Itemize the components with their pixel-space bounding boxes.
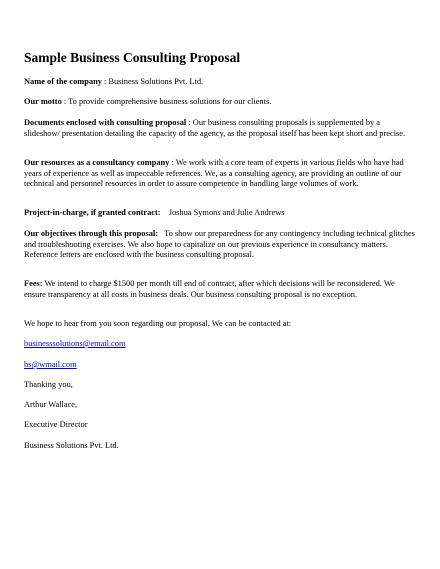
email-link-1[interactable]: businesssolutions@email.com [24,339,126,348]
fees-value: We intend to charge $1500 per month till end of contract, after which decisions will be reconsidered. We ensure transparency at all costs in business deals. Our business consulting proposal is no exception. [24,279,395,299]
project-value: Joshua Symons and Julie Andrews [168,208,285,217]
fees-label: Fees: [24,279,43,288]
documents-value: : Our business consulting proposals is supplemented by a slideshow/ presentation detailing the capacity of the agency, as the proposal itself has been kept short and precise. [24,118,406,138]
signature-name: Arthur Wallace, [24,400,78,409]
objectives-paragraph [24,229,416,261]
documents-label: Documents enclosed with consulting proposal [24,118,187,127]
resources-value: : We work with a core team of experts in various fields who have had years of experience as well as impeccable references. We, as a consulting agency, are providing an outline of our technical and personnel resources in order to assure competence in handling large volumes of work. [24,158,404,188]
document-title: Sample Business Consulting Proposal [24,50,241,65]
closing-paragraph: We hope to hear from you soon regarding our proposal. We can be contacted at: [24,319,292,328]
company-value: : Business Solutions Pvt. Ltd. [104,77,204,86]
email-line-2 [24,360,416,371]
company-paragraph [24,77,416,88]
objectives-value: To show our preparedness for any contingency including technical glitches and troubleshooting exercises. We also hope to capitalize on our previous experience in consultancy matters. Reference letters are enclosed with the business consulting proposal. [24,229,415,259]
documents-paragraph [24,118,416,139]
resources-label: Our resources as a consultancy company [24,158,170,167]
motto-value: : To provide comprehensive business solutions for our clients. [63,97,272,106]
fees-paragraph [24,279,416,300]
objectives-label: Our objectives through this proposal: [24,229,159,238]
company-label: Name of the company [24,77,102,86]
motto-label: Our motto [24,97,62,106]
motto-paragraph [24,97,416,108]
thanks-line: Thanking you, [24,380,73,389]
signature-position: Executive Director [24,420,88,429]
project-label: Project-in-charge, if granted contract: [24,208,161,217]
resources-paragraph [24,158,416,190]
email-line-1 [24,339,416,350]
email-link-2[interactable]: bs@wmail.com [24,360,77,369]
signature-company: Business Solutions Pvt. Ltd. [24,441,119,450]
project-paragraph [24,208,416,219]
